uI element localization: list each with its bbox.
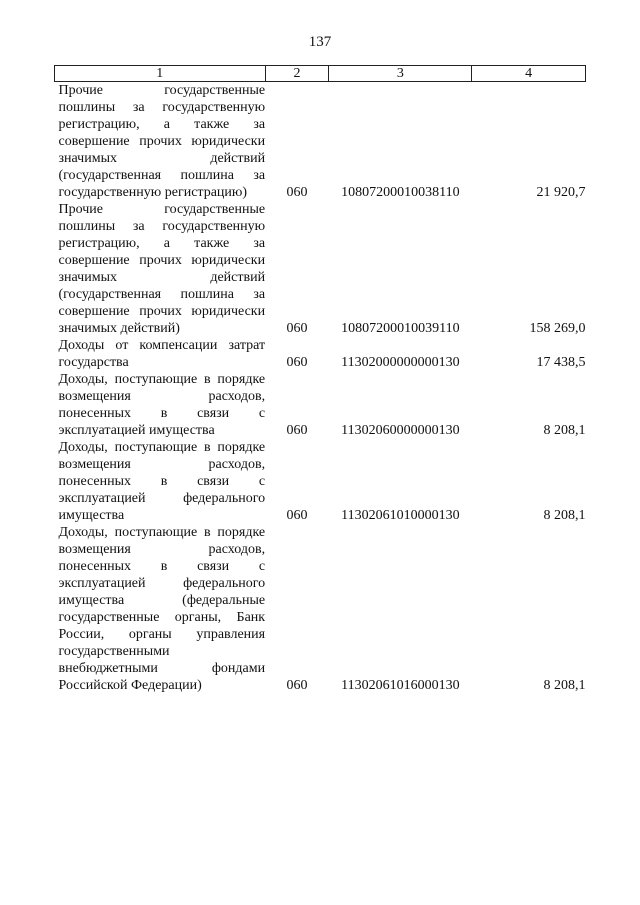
row-amount: 17 438,5 xyxy=(536,355,586,370)
table-row xyxy=(55,371,586,439)
row-amount: 8 208,1 xyxy=(543,678,586,693)
row-amount: 8 208,1 xyxy=(543,508,586,523)
row-name-text: Доходы от компенсации затрат государства xyxy=(58,338,266,370)
page-number: 137 xyxy=(308,34,332,50)
row-admin-code: 060 xyxy=(286,678,308,693)
row-classification-code: 10807200010038110 xyxy=(341,185,460,200)
column-header-2: 2 xyxy=(265,66,329,82)
row-name xyxy=(55,439,266,524)
row-name-text: Прочие государственные пошлины за государственную регистрацию, а также за совершение прочих юридически значимых действий (государственная пошлина за совершение прочих юридически значимых действий) xyxy=(58,202,266,336)
column-header-4: 4 xyxy=(472,66,586,82)
table-row xyxy=(55,524,586,694)
table-body xyxy=(55,82,586,695)
table-row xyxy=(55,201,586,337)
row-classification-code: 11302000000000130 xyxy=(341,355,460,370)
row-admin-code: 060 xyxy=(286,321,308,336)
row-name-text: Доходы, поступающие в порядке возмещения расходов, понесенных в связи с эксплуатацией федерального имущества (федеральные государственные органы, Банк России, органы управления государственными внебюджетными фондами Российской Федерации) xyxy=(58,525,266,693)
table-row xyxy=(55,82,586,202)
column-header-1: 1 xyxy=(55,66,266,82)
row-name xyxy=(55,337,266,371)
row-name xyxy=(55,201,266,337)
row-admin-code: 060 xyxy=(286,508,308,523)
row-admin-code: 060 xyxy=(286,185,308,200)
row-classification-code: 11302060000000130 xyxy=(341,423,460,438)
row-amount: 158 269,0 xyxy=(529,321,586,336)
row-admin-code: 060 xyxy=(286,423,308,438)
row-admin-code: 060 xyxy=(286,355,308,370)
column-header-3: 3 xyxy=(329,66,472,82)
header-row xyxy=(55,66,586,82)
row-name xyxy=(55,524,266,694)
row-name-text: Доходы, поступающие в порядке возмещения расходов, понесенных в связи с эксплуатацией имущества xyxy=(58,372,266,438)
row-amount: 21 920,7 xyxy=(536,185,586,200)
row-name xyxy=(55,82,266,202)
row-classification-code: 10807200010039110 xyxy=(341,321,460,336)
row-name-text: Прочие государственные пошлины за государственную регистрацию, а также за совершение прочих юридически значимых действий (государственная пошлина за государственную регистрацию) xyxy=(58,83,266,200)
row-name-text: Доходы, поступающие в порядке возмещения расходов, понесенных в связи с эксплуатацией федерального имущества xyxy=(58,440,266,523)
table-row xyxy=(55,337,586,371)
row-name xyxy=(55,371,266,439)
row-classification-code: 11302061016000130 xyxy=(341,678,460,693)
table-row xyxy=(55,439,586,524)
row-amount: 8 208,1 xyxy=(543,423,586,438)
row-classification-code: 11302061010000130 xyxy=(341,508,460,523)
budget-revenue-table xyxy=(54,65,586,694)
table-header xyxy=(55,66,586,82)
